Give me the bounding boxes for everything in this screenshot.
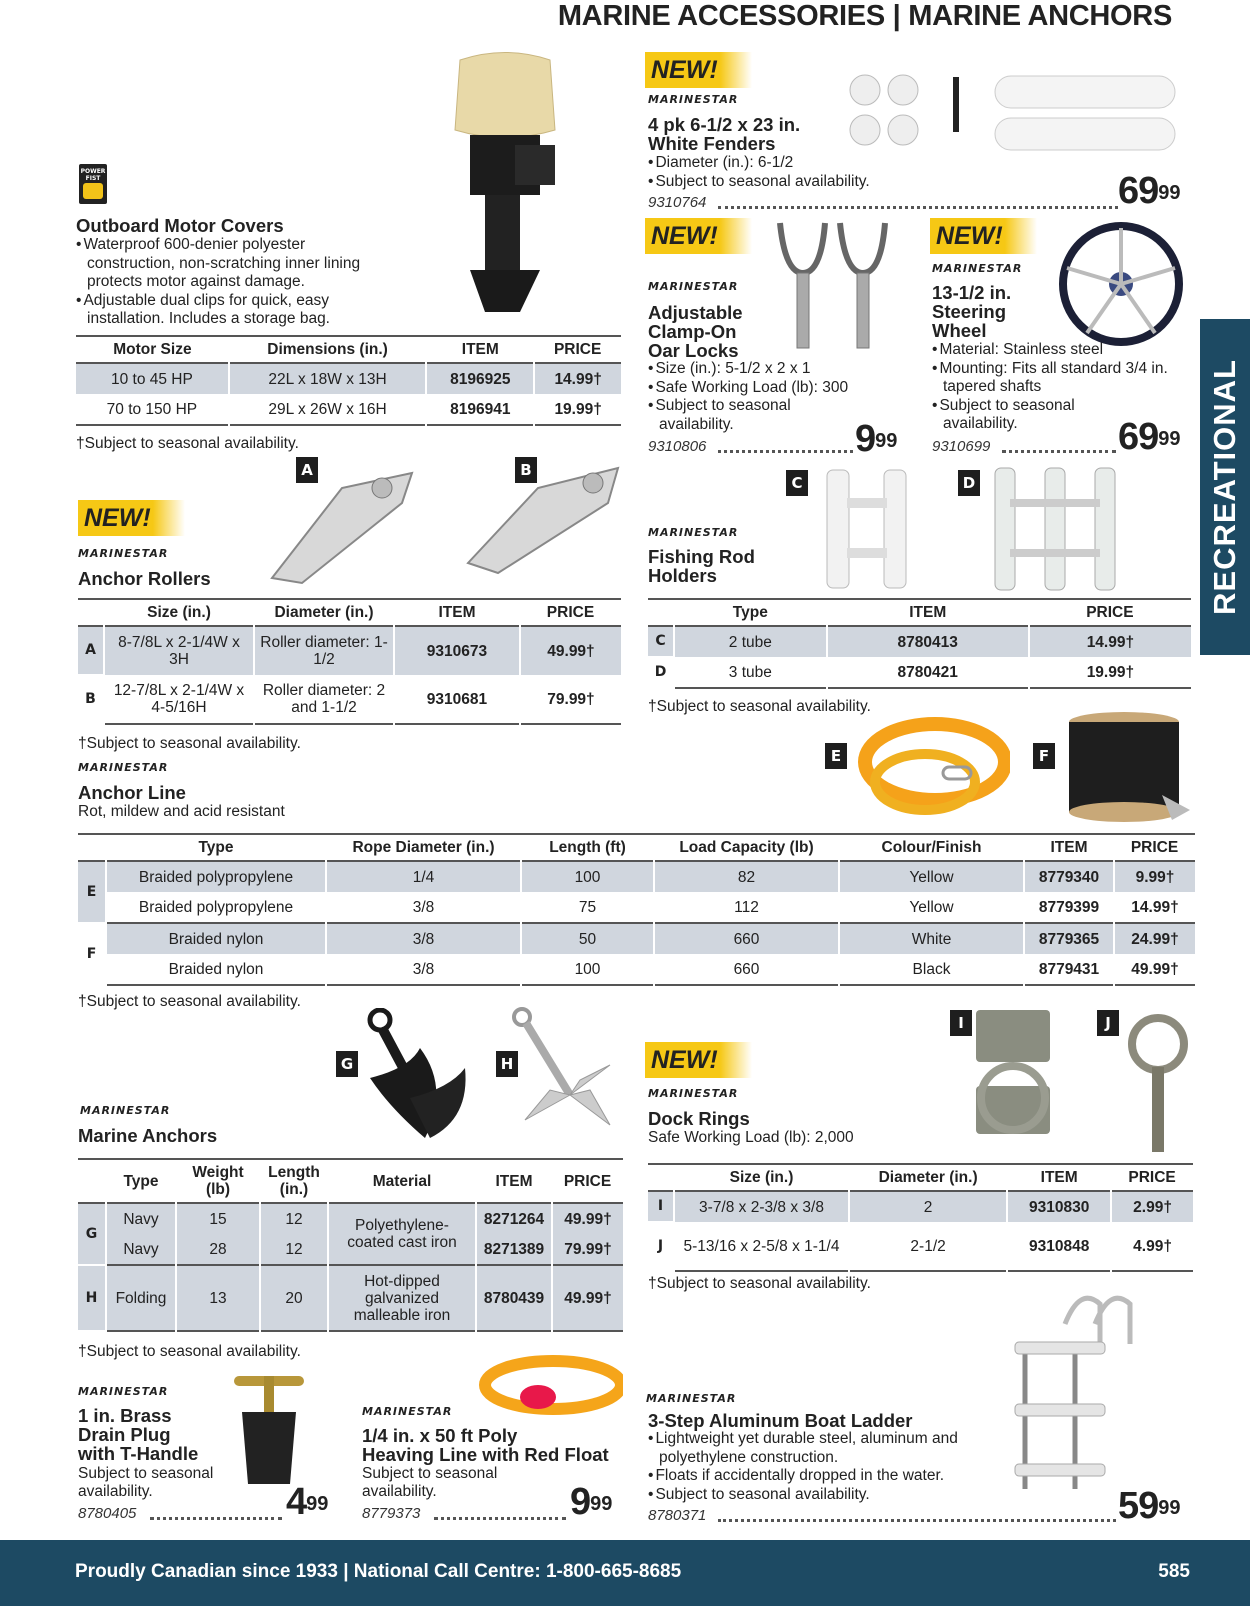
- item-number: 8779365: [1024, 923, 1114, 954]
- new-label: NEW!: [930, 218, 1037, 254]
- motor-cover-image: [440, 50, 570, 327]
- cell: 3 tube: [674, 657, 827, 688]
- boat-ladder-image: [1005, 1284, 1135, 1499]
- price-cents: 99: [875, 430, 898, 452]
- row-key: D: [648, 657, 674, 688]
- leader-dots: [718, 450, 853, 453]
- title-line: Clamp-On: [648, 321, 737, 342]
- col-header: Rope Diameter (in.): [352, 839, 495, 856]
- col-header: Size (in.): [147, 604, 211, 621]
- table-row: [648, 1222, 1193, 1271]
- fenders-title: [648, 115, 800, 153]
- marine-anchors-title: Marine Anchors: [78, 1125, 218, 1146]
- price-cents: 99: [1158, 1497, 1181, 1519]
- feature-item: • Subject to seasonal availability.: [932, 397, 1092, 434]
- cell: 2-1/2: [849, 1222, 1007, 1271]
- drain-plug-title: [78, 1406, 198, 1463]
- marinestar-logo: MARINESTAR: [648, 280, 739, 293]
- cell: Navy: [106, 1234, 176, 1265]
- item-number: 8779340: [1024, 861, 1114, 892]
- price-dollars: 9: [855, 418, 876, 460]
- price: 49.99†: [1131, 960, 1179, 978]
- page-title: MARINE ACCESSORIES | MARINE ANCHORS: [557, 0, 1172, 32]
- cell: 3/8: [326, 954, 521, 985]
- item-number: 9310830: [1007, 1191, 1111, 1222]
- price-dollars: 59: [1118, 1485, 1159, 1527]
- cell: 5-13/16 x 2-5/8 x 1-1/4: [674, 1222, 849, 1271]
- price: 19.99†: [554, 400, 602, 418]
- col-header: PRICE: [553, 341, 602, 358]
- col-header: Load Capacity (lb): [679, 839, 814, 856]
- dock-rings-table: [648, 1163, 1193, 1272]
- col-header: PRICE: [1130, 839, 1179, 856]
- dock-ring-i-image: [968, 1008, 1058, 1158]
- title-line: 1 in. Brass: [78, 1405, 172, 1426]
- price-dollars: 9: [570, 1481, 591, 1523]
- marinestar-logo: MARINESTAR: [648, 526, 739, 539]
- folding-anchor-image: [510, 1005, 620, 1135]
- boat-ladder-sku: 8780371: [648, 1507, 707, 1524]
- heaving-line-text: Subject to seasonal availability.: [362, 1465, 498, 1500]
- title-line: White Fenders: [648, 133, 776, 154]
- anchor-roller-b-image: [463, 458, 623, 583]
- item-number: 9310681: [394, 675, 520, 724]
- new-label: NEW!: [645, 218, 752, 254]
- table-row: [76, 394, 621, 425]
- feature-item: • Safe Working Load (lb): 300: [648, 379, 888, 398]
- feature-item: • Size (in.): 5-1/2 x 2 x 1: [648, 360, 888, 379]
- table-row: [648, 626, 1191, 657]
- title-line: Oar Locks: [648, 340, 739, 361]
- title-line: Drain Plug: [78, 1424, 171, 1445]
- feature-item: • Subject to seasonal availability.: [648, 173, 928, 192]
- price: 4.99†: [1133, 1237, 1172, 1255]
- col-header: Diameter (in.): [274, 604, 374, 621]
- item-number: 8779399: [1024, 892, 1114, 923]
- motor-covers-title: Outboard Motor Covers: [76, 215, 284, 236]
- cell: 8-7/8L x 2-1/4W x 3H: [104, 626, 254, 675]
- title-line: Holders: [648, 565, 717, 586]
- new-label: NEW!: [78, 500, 185, 536]
- row-key: G: [78, 1203, 106, 1265]
- product-key-b: B: [515, 457, 537, 483]
- cell: 12: [260, 1234, 328, 1265]
- leader-dots: [718, 1519, 1116, 1522]
- cell: 22L x 18W x 13H: [229, 363, 426, 394]
- col-header: Type: [123, 1172, 159, 1190]
- cell: Yellow: [839, 892, 1024, 923]
- row-key: F: [78, 923, 106, 985]
- col-header: Type: [732, 604, 768, 621]
- table-row: [648, 1191, 1193, 1222]
- cell: 29L x 26W x 16H: [229, 394, 426, 425]
- title-line: 1/4 in. x 50 ft Poly: [362, 1425, 518, 1446]
- marinestar-logo: MARINESTAR: [646, 1392, 737, 1405]
- product-key-i: I: [950, 1010, 972, 1036]
- svg-text:POWER: POWER: [80, 168, 106, 175]
- col-header: ITEM: [438, 604, 476, 621]
- cell: 660: [654, 954, 839, 985]
- steering-wheel-sku: 9310699: [932, 438, 991, 455]
- product-key-h: H: [496, 1051, 518, 1077]
- row-key: J: [648, 1222, 674, 1271]
- title-line: 13-1/2 in.: [932, 282, 1012, 303]
- col-header: Length (ft): [549, 839, 626, 856]
- price: 79.99†: [552, 1234, 623, 1265]
- title-line: Adjustable: [648, 302, 743, 323]
- seasonal-note: †Subject to seasonal availability.: [648, 1275, 871, 1292]
- boat-ladder-features: [648, 1430, 993, 1504]
- product-key-d: D: [958, 470, 980, 496]
- section-tab: [1200, 319, 1250, 655]
- marinestar-logo: MARINESTAR: [78, 547, 169, 560]
- col-header: PRICE: [1128, 1169, 1176, 1186]
- col-header: ITEM: [495, 1172, 533, 1190]
- new-badge: [645, 1042, 752, 1078]
- cell: 2: [849, 1191, 1007, 1222]
- table-row: [78, 626, 621, 675]
- col-header: Colour/Finish: [881, 839, 982, 856]
- item-number: 8196925: [426, 363, 534, 394]
- cell: 12: [260, 1203, 328, 1234]
- table-row: [78, 675, 621, 724]
- table-row: [648, 657, 1191, 688]
- col-header: ITEM: [1040, 1169, 1078, 1186]
- seasonal-note: †Subject to seasonal availability.: [76, 435, 299, 452]
- oar-locks-price: [855, 420, 897, 458]
- cell: 50: [521, 923, 654, 954]
- leader-dots: [1002, 450, 1116, 453]
- section-tab-label: RECREATIONAL: [1207, 359, 1242, 615]
- item-number: 8271264: [476, 1203, 552, 1234]
- heaving-line-image: [478, 1355, 623, 1430]
- price: 24.99†: [1114, 923, 1195, 954]
- cell: Folding: [106, 1265, 176, 1331]
- oar-locks-features: [648, 360, 888, 434]
- item-number: 8780413: [827, 626, 1029, 657]
- drain-plug-text: Subject to seasonal availability.: [78, 1465, 214, 1500]
- marinestar-logo: MARINESTAR: [80, 1104, 171, 1117]
- feature-item: • Subject to seasonal availability.: [648, 1486, 993, 1505]
- cell: 100: [521, 954, 654, 985]
- steering-wheel-price: [1118, 418, 1181, 456]
- svg-text:FIST: FIST: [85, 175, 101, 182]
- anchor-line-e-image: [855, 712, 1010, 827]
- marinestar-logo: MARINESTAR: [78, 761, 169, 774]
- cell: Yellow: [839, 861, 1024, 892]
- product-key-j: J: [1097, 1010, 1119, 1036]
- fenders-price: [1118, 172, 1181, 210]
- cell: 75: [521, 892, 654, 923]
- price: 49.99†: [552, 1265, 623, 1331]
- price-cents: 99: [1158, 428, 1181, 450]
- feature-item: • Diameter (in.): 6-1/2: [648, 154, 928, 173]
- seasonal-note: †Subject to seasonal availability.: [78, 993, 301, 1010]
- cell: Hot-dipped galvanized malleable iron: [328, 1265, 476, 1331]
- price-cents: 99: [1158, 182, 1181, 204]
- marine-anchors-table: [78, 1158, 623, 1332]
- feature-item: • Material: Stainless steel: [932, 341, 1172, 360]
- row-key: B: [78, 675, 104, 724]
- item-number: 8196941: [426, 394, 534, 425]
- cell: 3/8: [326, 923, 521, 954]
- drain-plug-price: [286, 1483, 328, 1521]
- fenders-features: [648, 154, 928, 191]
- cell: 3/8: [326, 892, 521, 923]
- title-line: Wheel: [932, 320, 987, 341]
- cell: 112: [654, 892, 839, 923]
- feature-item: • Subject to seasonal availability.: [648, 397, 798, 434]
- price-cents: 99: [590, 1493, 613, 1515]
- seasonal-note: †Subject to seasonal availability.: [78, 1343, 301, 1360]
- marinestar-logo: MARINESTAR: [78, 1385, 169, 1398]
- col-header: ITEM: [1050, 839, 1088, 856]
- new-badge: [78, 500, 185, 536]
- col-header: PRICE: [546, 604, 595, 621]
- price: 2.99†: [1111, 1191, 1193, 1222]
- title-line: with T-Handle: [78, 1443, 199, 1464]
- feature-item: • Lightweight yet durable steel, aluminum and polyethylene construction.: [648, 1430, 993, 1467]
- cell: Braided polypropylene: [106, 892, 326, 923]
- feature-item: • Adjustable dual clips for quick, easy installation. Includes a storage bag.: [76, 292, 376, 329]
- table-row: [78, 892, 1195, 923]
- navy-anchor-image: [350, 1008, 475, 1148]
- cell: 15: [176, 1203, 260, 1234]
- col-header: Material: [372, 1172, 432, 1190]
- price-cents: 99: [306, 1493, 329, 1515]
- col-header: Weight (lb): [192, 1164, 244, 1198]
- price-dollars: 69: [1118, 170, 1159, 212]
- price: 9.99†: [1114, 861, 1195, 892]
- leader-dots: [718, 206, 1118, 209]
- feature-item: • Floats if accidentally dropped in the water.: [648, 1467, 993, 1486]
- cell: 13: [176, 1265, 260, 1331]
- oar-locks-title: [648, 303, 743, 360]
- price: 19.99†: [1086, 663, 1135, 681]
- new-badge: [645, 52, 752, 88]
- cell: White: [839, 923, 1024, 954]
- cell: Braided nylon: [106, 923, 326, 954]
- steering-wheel-image: [1055, 218, 1187, 355]
- cell: Polyethylene-coated cast iron: [328, 1203, 476, 1265]
- boat-ladder-price: [1118, 1487, 1181, 1525]
- table-row: [76, 363, 621, 394]
- product-key-g: G: [336, 1051, 358, 1077]
- anchor-line-table: [78, 833, 1195, 986]
- cell: 82: [654, 861, 839, 892]
- cell: 20: [260, 1265, 328, 1331]
- new-label: NEW!: [645, 52, 752, 88]
- title-line: Fishing Rod: [648, 546, 755, 567]
- col-header: Dimensions (in.): [267, 341, 388, 358]
- col-header: PRICE: [1086, 604, 1134, 621]
- drain-plug-image: [234, 1372, 304, 1495]
- cell: 2 tube: [674, 626, 827, 657]
- rod-holders-table: [648, 598, 1191, 689]
- product-key-c: C: [786, 470, 808, 496]
- item-number: 9310673: [394, 626, 520, 675]
- oar-locks-image: [775, 218, 895, 358]
- table-row: [78, 1203, 623, 1234]
- fenders-sku: 9310764: [648, 194, 707, 211]
- table-row: [78, 923, 1195, 954]
- leader-dots: [150, 1517, 282, 1520]
- row-key: I: [648, 1191, 674, 1222]
- cell: Roller diameter: 2 and 1-1/2: [254, 675, 394, 724]
- cell: 28: [176, 1234, 260, 1265]
- cell: 100: [521, 861, 654, 892]
- price: 79.99†: [547, 690, 595, 708]
- page-number: 585: [1158, 1561, 1190, 1582]
- cell: 10 to 45 HP: [76, 363, 229, 394]
- anchor-line-subtitle: Rot, mildew and acid resistant: [78, 803, 285, 820]
- marinestar-logo: MARINESTAR: [932, 262, 1023, 275]
- cell: Braided polypropylene: [106, 861, 326, 892]
- heaving-line-title: [362, 1426, 609, 1464]
- motor-covers-features: [76, 236, 376, 329]
- leader-dots: [434, 1517, 566, 1520]
- cell: 70 to 150 HP: [76, 394, 229, 425]
- item-number: 8780421: [827, 657, 1029, 688]
- item-number: 8779431: [1024, 954, 1114, 985]
- cell: Braided nylon: [106, 954, 326, 985]
- title-line: 4 pk 6-1/2 x 23 in.: [648, 114, 801, 135]
- new-badge: [645, 218, 752, 254]
- row-key: C: [648, 626, 674, 657]
- anchor-line-title: Anchor Line: [78, 782, 186, 803]
- feature-item: • Mounting: Fits all standard 3/4 in. tapered shafts: [932, 360, 1172, 397]
- product-key-e: E: [825, 743, 847, 769]
- product-key-f: F: [1033, 743, 1055, 769]
- page-footer: [0, 1540, 1250, 1606]
- col-header: ITEM: [461, 341, 499, 358]
- marinestar-logo: MARINESTAR: [362, 1405, 453, 1418]
- boat-ladder-title: 3-Step Aluminum Boat Ladder: [648, 1410, 913, 1431]
- feature-item: • Waterproof 600-denier polyester construction, non-scratching inner lining protects motor against damage.: [76, 236, 376, 292]
- row-key: E: [78, 861, 106, 923]
- item-number: 9310848: [1007, 1222, 1111, 1271]
- col-header: Motor Size: [113, 341, 192, 358]
- price: 49.99†: [520, 626, 621, 675]
- footer-tagline: Proudly Canadian since 1933 | National Call Centre: 1-800-665-8685: [75, 1561, 682, 1582]
- cell: 660: [654, 923, 839, 954]
- anchor-rollers-table: [78, 598, 621, 725]
- title-line: Steering: [932, 301, 1007, 322]
- anchor-rollers-title: Anchor Rollers: [78, 568, 211, 589]
- cell: Navy: [106, 1203, 176, 1234]
- anchor-line-f-image: [1062, 710, 1197, 830]
- price: 49.99†: [552, 1203, 623, 1234]
- col-header: Length (in.): [268, 1164, 320, 1198]
- col-header: ITEM: [909, 604, 947, 621]
- drain-plug-sku: 8780405: [78, 1505, 137, 1522]
- new-label: NEW!: [645, 1042, 752, 1078]
- price: 14.99†: [534, 363, 621, 394]
- product-key-a: A: [296, 457, 318, 483]
- oar-locks-sku: 9310806: [648, 438, 707, 455]
- anchor-roller-a-image: [262, 458, 422, 591]
- marinestar-logo: MARINESTAR: [648, 93, 739, 106]
- item-number: 8271389: [476, 1234, 552, 1265]
- dock-rings-title: Dock Rings: [648, 1108, 750, 1129]
- title-line: Heaving Line with Red Float: [362, 1444, 609, 1465]
- col-header: Size (in.): [729, 1169, 794, 1186]
- col-header: Type: [198, 839, 234, 856]
- cell: 3-7/8 x 2-3/8 x 3/8: [674, 1191, 849, 1222]
- powerfist-logo: [78, 163, 108, 210]
- table-row: [78, 954, 1195, 985]
- dock-rings-subtitle: Safe Working Load (lb): 2,000: [648, 1129, 854, 1146]
- price-dollars: 4: [286, 1481, 307, 1523]
- rod-holder-c-image: [822, 468, 912, 597]
- price: 14.99†: [1131, 898, 1179, 916]
- steering-wheel-title: [932, 283, 1011, 340]
- rod-holders-title: [648, 547, 755, 585]
- col-header: Diameter (in.): [878, 1169, 978, 1186]
- col-header: PRICE: [563, 1172, 612, 1190]
- table-row: [78, 861, 1195, 892]
- row-key: A: [78, 626, 104, 675]
- heaving-line-price: [570, 1483, 612, 1521]
- dock-ring-j-image: [1125, 1012, 1191, 1162]
- seasonal-note: †Subject to seasonal availability.: [78, 735, 301, 752]
- new-badge: [930, 218, 1037, 254]
- price-dollars: 69: [1118, 416, 1159, 458]
- cell: 12-7/8L x 2-1/4W x 4-5/16H: [104, 675, 254, 724]
- rod-holder-d-image: [990, 464, 1120, 599]
- row-key: H: [78, 1265, 106, 1331]
- cell: Roller diameter: 1-1/2: [254, 626, 394, 675]
- fenders-image: [845, 72, 1195, 159]
- table-row: [78, 1265, 623, 1331]
- cell: Black: [839, 954, 1024, 985]
- seasonal-note: †Subject to seasonal availability.: [648, 698, 871, 715]
- heaving-line-sku: 8779373: [362, 1505, 421, 1522]
- item-number: 8780439: [476, 1265, 552, 1331]
- price: 14.99†: [1029, 626, 1191, 657]
- marinestar-logo: MARINESTAR: [648, 1087, 739, 1100]
- motor-covers-table: [76, 335, 621, 426]
- cell: 1/4: [326, 861, 521, 892]
